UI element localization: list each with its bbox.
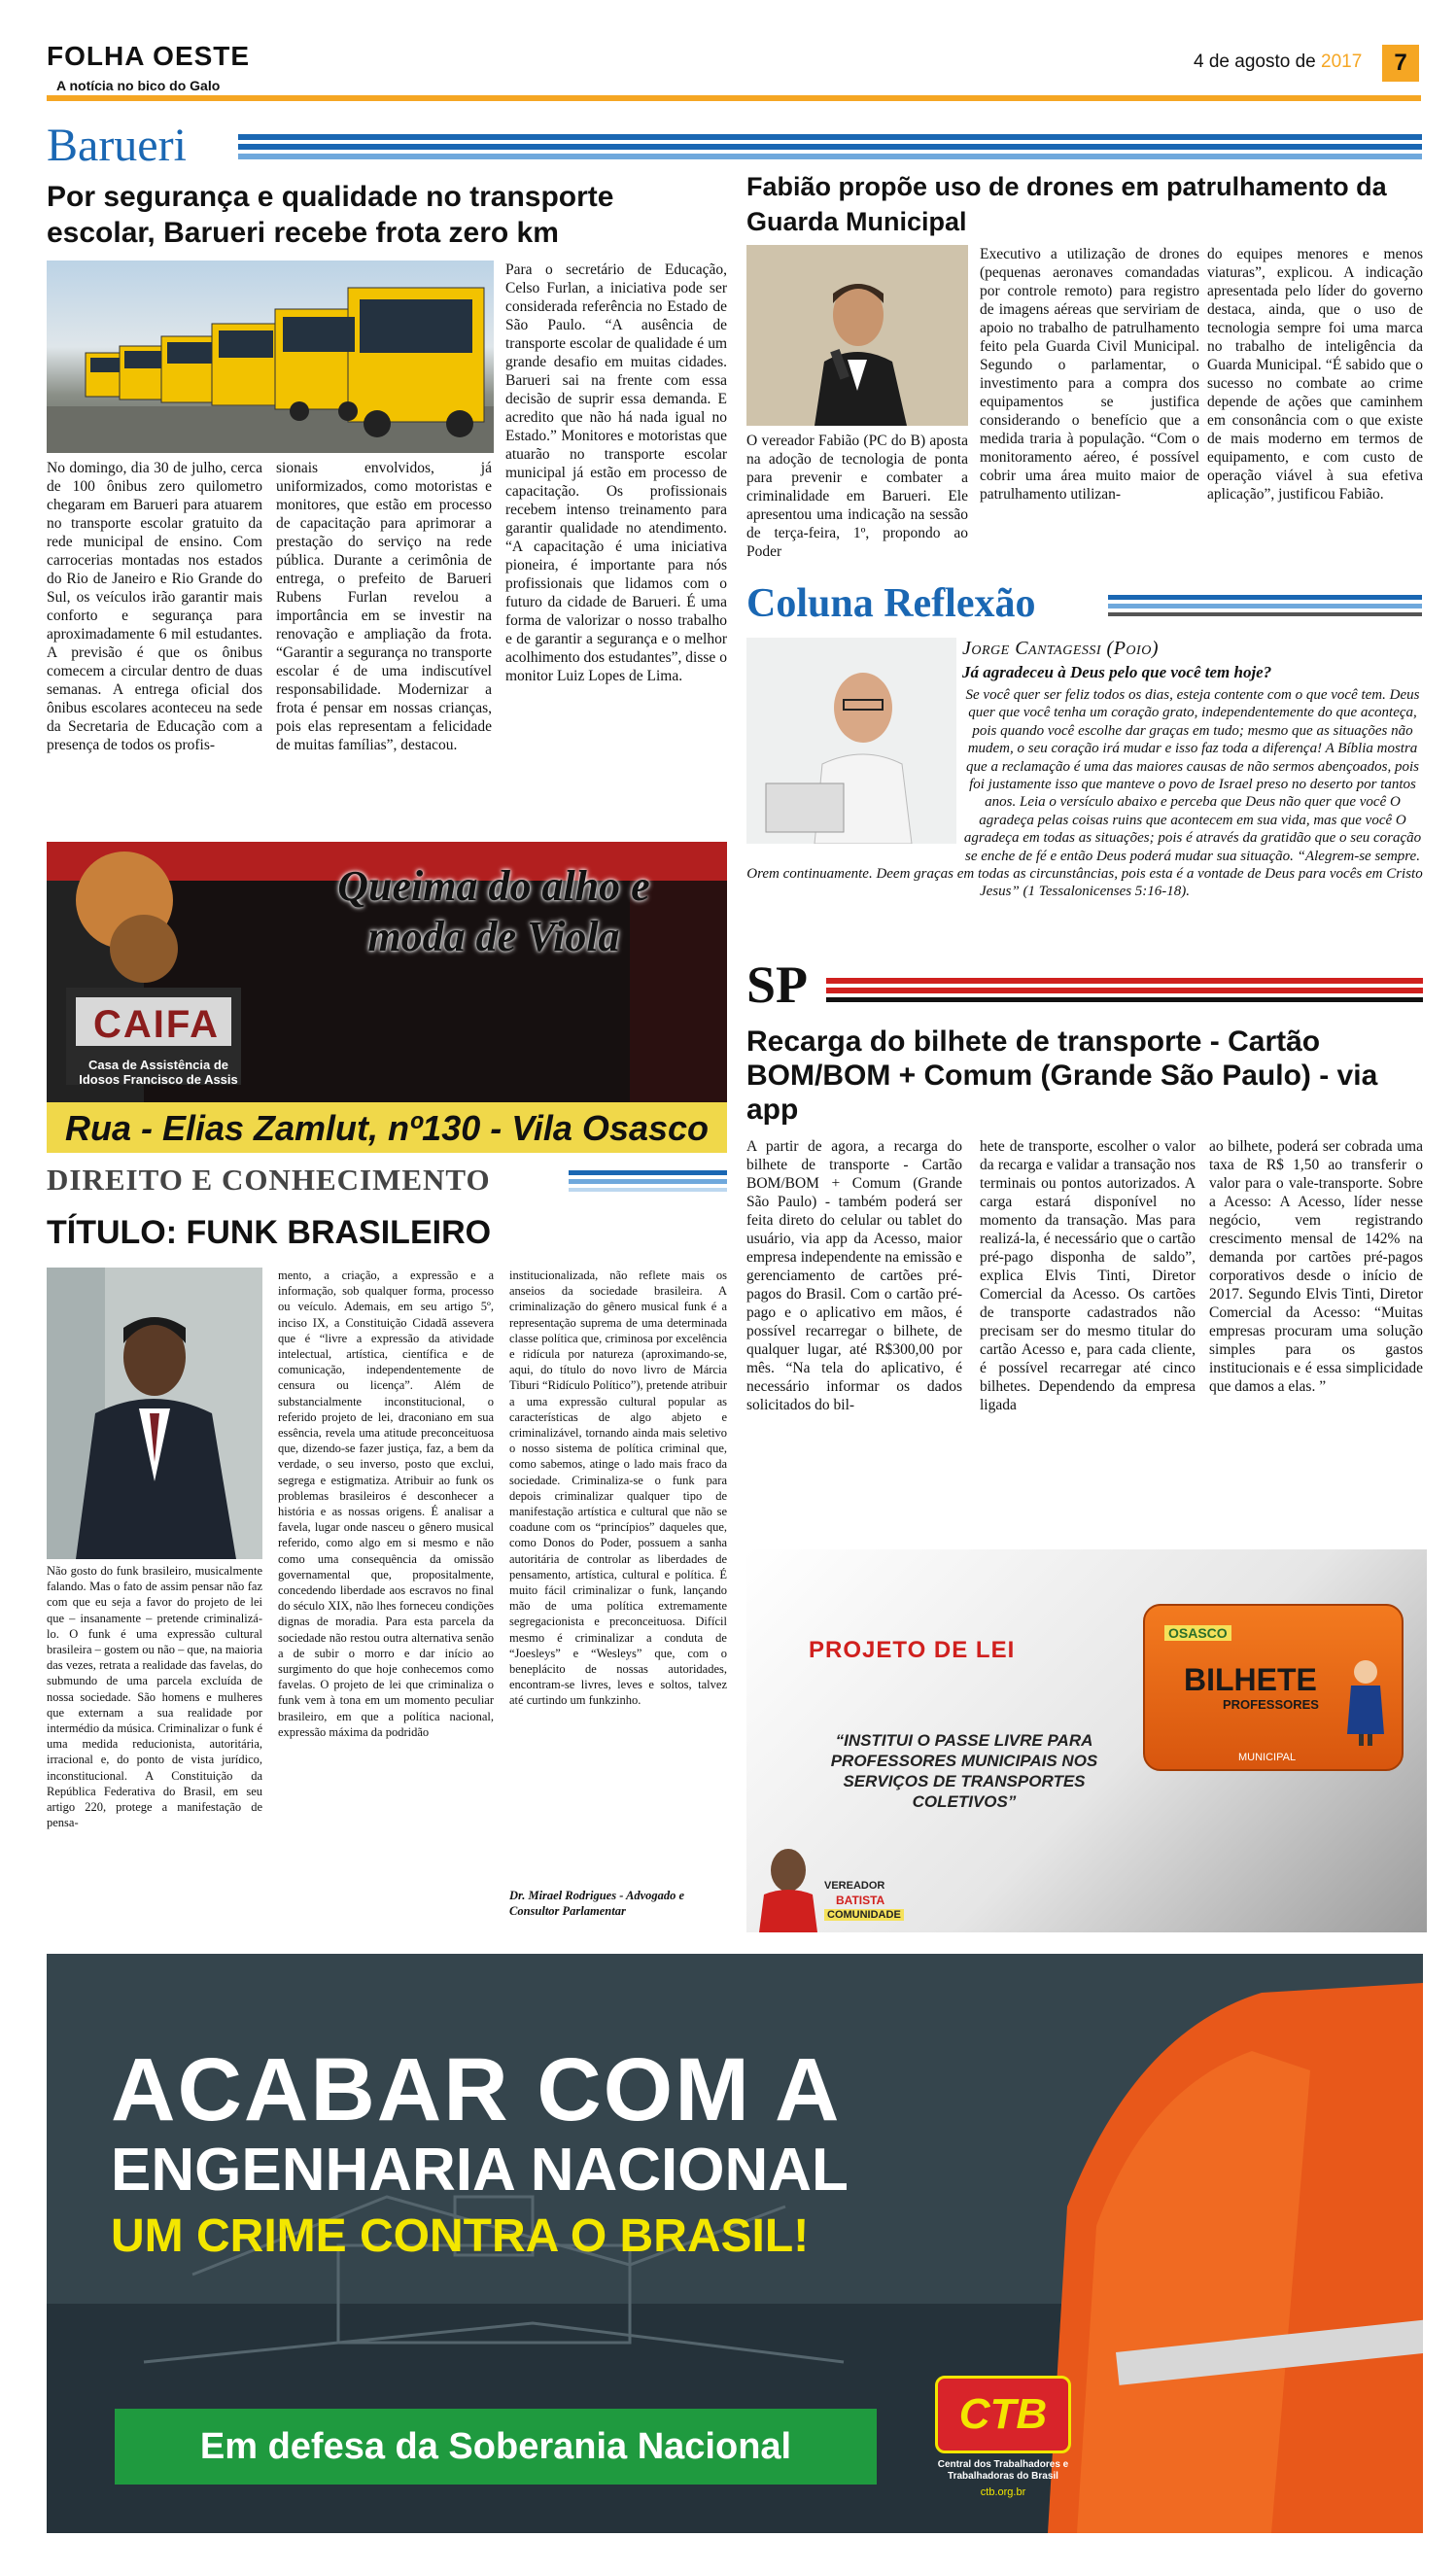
barueri-col-1: No domingo, dia 30 de julho, cerca de 100 ônibus zero quilometro chegaram em Barueri para atuarem no transporte escolar gratuito da rede municipal de ensino. Com carrocerias montadas nos estados do Rio de Janeiro e Rio Grande do Sul, os veículos irão garantir mais conforto e segurança para aproximadamente 6 mil estudantes. A previsão é que os ônibus comecem a circular dentro de duas semanas. A entrega oficial dos ônibus escolares aconteceu na sede da Secretaria de Educação com a presença de todos os profis-	[47, 460, 262, 753]
ad-ctb-logo	[935, 2376, 1071, 2453]
columnist-name: Jorge Cantagessi (Poio)	[962, 638, 1159, 659]
ad-vereador-label: VEREADOR	[824, 1880, 885, 1892]
barueri-col-3: Para o secretário de Educação, Celso Furlan, a iniciativa pode ser considerada referência no Estado de São Paulo. “A ausência de transporte escolar de qualidade é um grande desafio em muitas cidades. Barueri sai na frente com essa decisão de suprir essa demanda. E acredito que não há nada igual no Estado.” Monitores e motoristas que atuarão no transporte escolar municipal já estão em processo de capacitação. Os profissionais recebem intenso treinamento para garantir qualidade no atendimento. “A capacitação é uma iniciativa pioneira, é importante para nós profissionais que lidamos com o futuro da cidade de Barueri. É uma forma de valorizar o nosso trabalho e de garantir a segurança e o melhor acolhimento dos estudantes”, disse o monitor Luiz Lopes de Lima.	[505, 261, 727, 684]
section-title-direito: DIREITO E CONHECIMENTO	[47, 1163, 491, 1197]
date-year: 2017	[1321, 52, 1363, 72]
sp-col-1: A partir de agora, a recarga do bilhete de transporte - Cartão BOM/BOM + Comum (Grande São Paulo) - também poderá ser feita direto do celular ou tablet do usuário, via app da Acesso, maior empresa independente na emissão e gerenciamento de cartões pré-pagos do Brasil. Com o cartão pré-pago e o aplicativo em mãos, é possível recarregar o bilhete, de qualquer lugar, até R$300,00 por mês. “Na tela do aplicativo, é necessário informar os dados solicitados do bil-	[746, 1138, 962, 1413]
sp-col-3: ao bilhete, poderá ser cobrada uma taxa de R$ 1,50 ao transferir o valor para o vale-transporte. Sobre a Acesso: A Acesso, líder nesse negócio, vem registrando crescimento mensal de 142% na demanda por cartões pré-pagos corporativos desde o início de 2017. Segundo Elvis Tinti, Diretor Comercial da Acesso: “Muitas empresas procuram uma solução simples para os gastos institucionais e é essa simplicidade que damos a elas. ”	[1209, 1138, 1423, 1395]
ad-caifa-org: Casa de Assistência de Idosos Francisco de Assis	[79, 1058, 238, 1087]
ad-ctb-line2: ENGENHARIA NACIONAL	[111, 2137, 849, 2204]
ad-bilhete-professores	[746, 1549, 1427, 1932]
float-spacer	[746, 686, 962, 848]
ad-card-city: OSASCO	[1164, 1625, 1231, 1641]
column-text-wrap	[746, 686, 1423, 901]
direito-col-1: Não gosto do funk brasileiro, musicalmente falando. Mas o fato de assim pensar não faz com que eu seja a favor do projeto de lei que – insanamente – pretende criminalizá-lo. O funk é uma expressão cultural brasileira – gostem ou não – que, na maioria das vezes, retrata a realidade das favelas, do submundo de uma parcela excluída de nossa sociedade. São homens e mulheres que externam a sua realidade por intermédio da música. Criminalizar o funk é uma medida reducionista, autoritária, irracional e, do ponto de vista jurídico, inconstitucional. A Constituição da República Federativa do Brasil, em seu artigo 220, protege a manifestação de pensa-	[47, 1564, 262, 1830]
teacher-figure-icon	[1339, 1656, 1392, 1746]
photo-vereador-batista	[754, 1841, 822, 1932]
ad-caifa	[47, 842, 727, 1153]
headline-sp: Recarga do bilhete de transporte - Cartão BOM/BOM + Comum (Grande São Paulo) - via app	[746, 1025, 1378, 1126]
drones-col-1: O vereador Fabião (PC do B) aposta na adoção de tecnologia de ponta para prevenir e combater a criminalidade em Barueri. Ele apresentou uma indicação na sessão de terça-feira, 1º, propondo ao Poder	[746, 433, 968, 560]
ad-card-footer: MUNICIPAL	[1238, 1752, 1297, 1763]
ad-ctb-line1: ACABAR COM A	[111, 2040, 842, 2139]
ad-bilhete-card	[1143, 1604, 1404, 1771]
column-text: Se você quer ser feliz todos os dias, esteja contente com o que você tem. Deus quer que você tenha um coração grato, independentemente do que aconteça, pois quando você escolhe dar graças em tudo; mesmo que as situações não mudem, o seu coração irá mudar e isso faz toda a diferença! A Bíblia mostra que a reclamação é uma das maiores causas de não sermos abençoados, pois foi justamente isso que manteve o povo de Israel preso no deserto por tantos anos. Leia o versículo abaixo e perceba que Deus não quer que você O agradeça pelas coisas ruins que acontecem em sua vida, mas que você O agradeça em todas as situações; pois é através da gratidão que o seu coração se enche de fé e então Deus poderá mudar sua situação. “Alegrem-se sempre. Orem continuamente. Deem graças em todas as circunstâncias, pois esta é a vontade de Deus para vocês em Cristo Jesus” (1 Tessalonicenses 5:16-18).	[746, 687, 1423, 900]
headline-barueri: Por segurança e qualidade no transporte escolar, Barueri recebe frota zero km	[47, 181, 614, 249]
ad-vereador-sub: COMUNIDADE	[824, 1909, 904, 1921]
ad-bilhete-title: PROJETO DE LEI	[809, 1637, 1016, 1663]
ad-ctb	[47, 1954, 1423, 2533]
ad-bilhete-quote: “INSTITUI O PASSE LIVRE PARA PROFESSORES MUNICIPAIS NOS SERVIÇOS DE TRANSPORTES COLETIVOS”	[830, 1731, 1098, 1811]
direito-signature: Dr. Mirael Rodrigues - Advogado e Consultor Parlamentar	[509, 1889, 685, 1919]
masthead-tagline: A notícia no bico do Galo	[56, 78, 221, 93]
section-rule-barueri	[238, 134, 1422, 159]
drones-col-3: do equipes menores e menos viaturas”, explicou. A indicação apresentada pelo líder do governo destaca, ainda, que o uso de tecnologia sempre foi uma marca no trabalho de inteligência da Guarda Municipal. “É sabido que o sucesso no combate ao crime depende de ações que caminhem em consonância com o que existe de mais moderno em termos de equipamento, e com custo de operação viável à sua efetiva aplicação”, justificou Fabião.	[1207, 246, 1423, 503]
ad-ctb-line3: UM CRIME CONTRA O BRASIL!	[111, 2210, 810, 2262]
sp-col-2: hete de transporte, escolher o valor da recarga e validar a transação nos terminais ou pontos autorizados. A carga estará disponível no momento da transação. Mas para realizá-la, é necessário que o cartão pré-pago disponha de saldo”, explica Elvis Tinti, Diretor Comercial da Acesso. Os cartões de transporte cadastrados não precisam ser do mesmo titular do cartão Acesso e, para cada cliente, é possível recarregar até cinco bilhetes. Dependendo da empresa ligada	[980, 1138, 1196, 1413]
ad-ctb-banner: Em defesa da Soberania Nacional	[115, 2409, 877, 2485]
ad-ctb-logo-sub: Central dos Trabalhadores e Trabalhadoras do Brasil	[937, 2459, 1069, 2482]
masthead-title: FOLHA OESTE	[47, 41, 251, 71]
ad-caifa-address: Rua - Elias Zamlut, nº130 - Vila Osasco	[64, 1108, 710, 1148]
page-number: 7	[1382, 45, 1419, 82]
direito-col-2: mento, a criação, a expressão e a informação, sob qualquer forma, processo ou veículo. Ademais, em seu artigo 5º, inciso IX, a Constituição Cidadã assevera que é “livre a expressão da atividade intelectual, artística, científica e de comunicação, independentemente de censura ou licença”. Além de substancialmente inconstitucional, o referido projeto de lei, draconiano em sua essência, revela uma atitude preconceituosa que, dizendo-se fazer justiça, faz, a bem da verdade, o seu inverso, posto que exclui, segrega e estigmatiza. Atribuir ao funk os problemas brasileiros é desconhecer a história e as nossas origens. É analisar a favela, lugar onde nasceu o gênero musical referido, como algo em si mesmo e não como uma consequência da omissão governamental que, propositalmente, concedendo liberdade aos escravos no final do século XIX, não lhes forneceu condições dignas de moradia. Para esta parcela da sociedade não restou outra alternativa senão a de subir o morro e dar início ao surgimento do que hoje conhecemos como favelas. O projeto de lei que criminaliza o funk vem à tona em um momento peculiar brasileiro, em que a política nacional, expressão máxima da podridão	[278, 1269, 494, 1739]
date-line	[1194, 52, 1362, 73]
section-rule-direito	[569, 1170, 727, 1192]
photo-author-mirael	[47, 1268, 262, 1559]
direito-col-3: institucionalizada, não reflete mais os anseios da sociedade brasileira. A criminalização do gênero musical funk é a representação suprema de uma determinada classe política que, criminosa por excelência e ridícula por natureza (aproximando-se, aqui, do título do novo livro de Márcia Tiburi “Ridículo Político”), pretende atribuir a uma expressão cultural popular as características de algo abjeto e criminalizável, tornando ainda mais seletivo o nosso sistema de política criminal que, como sabemos, atinge o lado mais fraco da sociedade. Criminaliza-se o funk para depois criminalizar qualquer tipo de manifestação artística e cultural que não se coadune com os “princípios” daqueles que, como Donos do Poder, possuem a sanha autoritária de controlar as liberdades de pensamento, artística, cultural e política. É muito fácil criminalizar o funk, lançando mão de uma política extremamente segregacionista e preconceituosa. Difícil mesmo é criminalizar a conduta de “Joesleys” e “Wesleys” que, com o beneplácito de nossas autoridades, encontram-se livres, leves e soltos, talvez até curtindo um funkzinho.	[509, 1269, 727, 1708]
drones-col-2: Executivo a utilização de drones (pequenas aeronaves comandadas por controle remoto) para registro de imagens aéreas que serviriam de apoio no trabalho de patrulhamento feito pela Guarda Civil Municipal. Segundo o parlamentar, o investimento para a compra dos equipamentos se justifica considerando o benefício que a medida traria à população. “Com o monitoramento aéreo, é possível cobrir uma área muito maior de patrulhamento utilizan-	[980, 246, 1199, 503]
headline-funk: TÍTULO: FUNK BRASILEIRO	[47, 1214, 492, 1251]
section-rule-sp	[826, 978, 1423, 1003]
photo-vereador-fabiao	[746, 245, 968, 426]
section-title-reflexao: Coluna Reflexão	[746, 581, 1036, 626]
barueri-col-2: sionais envolvidos, já uniformizados, como motoristas e monitores, que estão em processo de capacitação para aprimorar a prestação do serviço na rede pública. Durante a cerimônia de entrega, o prefeito de Barueri Rubens Furlan revelou a importância em se investir na renovação e ampliação da frota. “Garantir a segurança no transporte escolar é de uma indiscutível responsabilidade. Modernizar a frota é pensar em nossas crianças, pois elas representam a felicidade de muitas famílias”, destacou.	[276, 460, 492, 753]
ad-vereador-name: BATISTA	[836, 1894, 885, 1907]
column-question: Já agradeceu à Deus pelo que você tem hoje?	[962, 663, 1272, 681]
masthead-rule	[47, 95, 1421, 101]
section-title-sp: SP	[746, 956, 809, 1014]
ad-caifa-logo: CAIFA	[93, 1003, 220, 1046]
headline-drones: Fabião propõe uso de drones em patrulhamento da Guarda Municipal	[746, 172, 1387, 236]
ad-ctb-logo-text: CTB	[958, 2390, 1048, 2438]
ad-card-title: BILHETE	[1184, 1662, 1317, 1697]
ad-card-sub: PROFESSORES	[1223, 1697, 1319, 1712]
ad-ctb-url: ctb.org.br	[980, 2486, 1026, 2498]
section-rule-reflexao	[1108, 595, 1422, 616]
date-text: 4 de agosto de	[1194, 52, 1316, 72]
photo-school-buses	[47, 261, 494, 453]
ad-caifa-title: Queima do alho e moda de Viola	[337, 862, 650, 960]
section-title-barueri: Barueri	[47, 120, 187, 171]
